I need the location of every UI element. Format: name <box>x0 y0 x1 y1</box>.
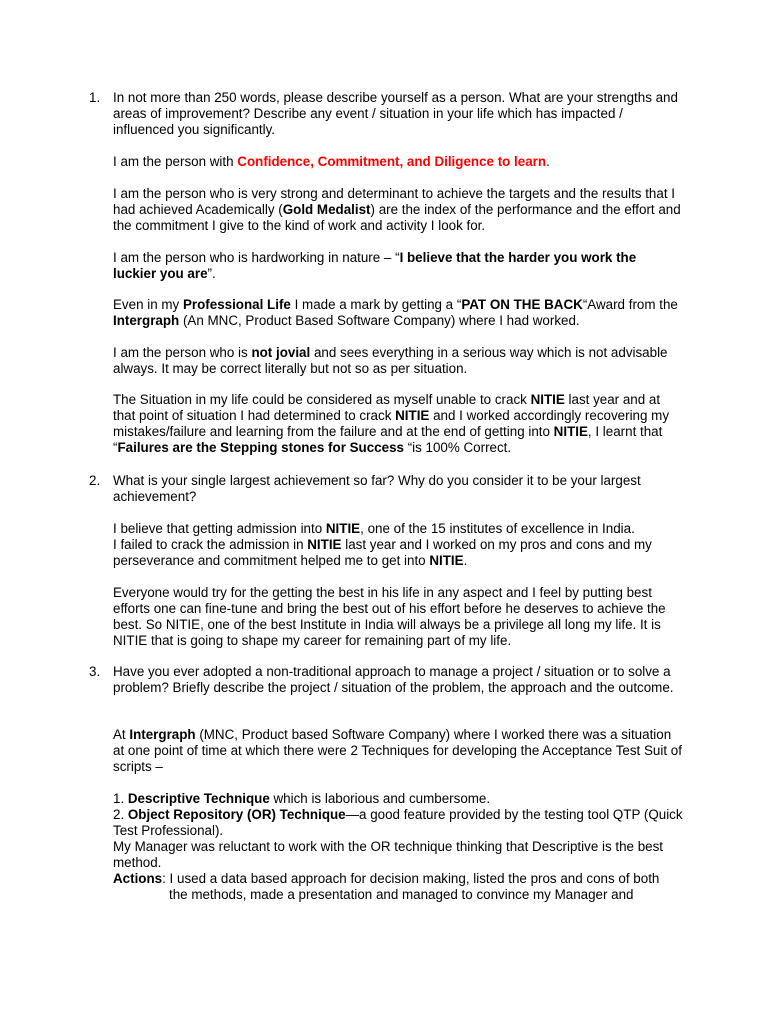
actions-line: Actions: I used a data based approach for decision making, listed the pros and cons of both <box>113 871 660 886</box>
answer-3-paragraph-1: At Intergraph (MNC, Product based Software Company) where I worked there was a situation at one point of time at which there were 2 Techniques for developing the Acceptance Test Suit of scripts – <box>113 727 682 774</box>
answer-3-list <box>113 791 683 903</box>
question-1-text: In not more than 250 words, please describe yourself as a person. What are your strengths and areas of improvement? Describe any event / situation in your life which has impacted / influenced you significantly. <box>113 90 678 137</box>
technique-item-1: 1. Descriptive Technique which is laborious and cumbersome. <box>113 791 491 806</box>
answer-1-paragraph-6: The Situation in my life could be considered as myself unable to crack NITIE last year and at that point of situation I had determined to crack NITIE and I worked accordingly recovering my mistakes/failure and learning from the failure and at the end of getting into NITIE, I learnt that “Failures are the Stepping stones for Success “is 100% Correct. <box>113 392 670 455</box>
manager-note: My Manager was reluctant to work with the OR technique thinking that Descriptive is the best method. <box>113 839 664 870</box>
answer-1-paragraph-5: I am the person who is not jovial and sees everything in a serious way which is not advisable always. It may be correct literally but not so as per situation. <box>113 345 668 376</box>
technique-item-2: 2. Object Repository (OR) Technique—a good feature provided by the testing tool QTP (Quick Test Professional). <box>113 807 683 838</box>
highlight-red: Confidence, Commitment, and Diligence to learn <box>237 154 547 169</box>
question-number-1: 1. <box>89 90 101 105</box>
question-3-text: Have you ever adopted a non-traditional approach to manage a project / situation or to solve a problem? Briefly describe the project / situation of the problem, the approach and the outcome. <box>113 664 674 695</box>
answer-2-paragraph-2: Everyone would try for the getting the best in his life in any aspect and I feel by putting best efforts one can fine-tune and bring the best out of his effort before he deserves to achieve the best. So NITIE, one of the best Institute in India will always be a privilege all long my life. It is NITIE that is going to shape my career for remaining part of my life. <box>113 585 666 648</box>
answer-1-paragraph-3: I am the person who is hardworking in nature – “I believe that the harder you work the luckier you are”. <box>113 250 637 281</box>
actions-continuation: the methods, made a presentation and managed to convince my Manager and <box>169 887 634 902</box>
answer-2-paragraph-1: I believe that getting admission into NITIE, one of the 15 institutes of excellence in India. I failed to crack the admission in NITIE last year and I worked on my pros and cons and my perseverance and commitment helped me to get into NITIE. <box>113 521 652 568</box>
answer-1-paragraph-2: I am the person who is very strong and determinant to achieve the targets and the results that I had achieved Academically (Gold Medalist) are the index of the performance and the effort and the commitment I give to the kind of work and activity I look for. <box>113 186 681 233</box>
answer-1-paragraph-4: Even in my Professional Life I made a mark by getting a “PAT ON THE BACK“Award from the Intergraph (An MNC, Product Based Software Company) where I had worked. <box>113 297 678 328</box>
question-2-text: What is your single largest achievement so far? Why do you consider it to be your largest achievement? <box>113 473 641 504</box>
question-number-2: 2. <box>89 473 101 488</box>
answer-1-paragraph-1: I am the person with Confidence, Commitment, and Diligence to learn. <box>113 154 550 169</box>
question-number-3: 3. <box>89 664 101 679</box>
